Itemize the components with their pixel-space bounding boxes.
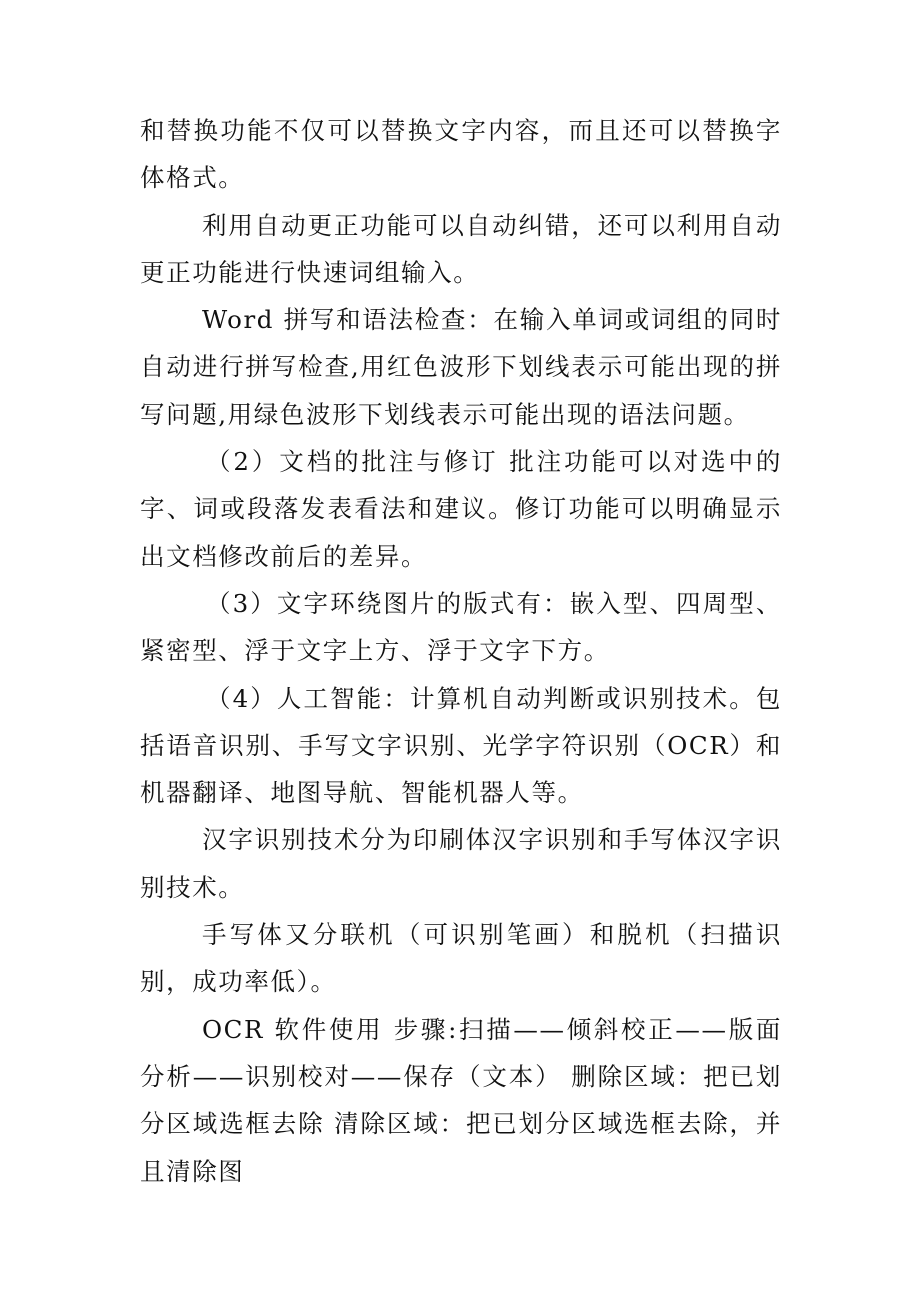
document-body xyxy=(140,107,782,1195)
paragraph-comments-revisions: （2）文档的批注与修订 批注功能可以对选中的字、词或段落发表看法和建议。修订功能可以明确显示出文档修改前后的差异。 xyxy=(140,447,782,571)
paragraph-ocr-software: OCR 软件使用 步骤:扫描——倾斜校正——版面分析——识别校对——保存（文本） 删除区域：把已划分区域选框去除 清除区域：把已划分区域选框去除，并且清除图 xyxy=(140,1014,782,1186)
paragraph-character-recognition: 汉字识别技术分为印刷体汉字识别和手写体汉字识别技术。 xyxy=(140,825,782,902)
paragraph-text-wrapping: （3）文字环绕图片的版式有：嵌入型、四周型、紧密型、浮于文字上方、浮于文字下方。 xyxy=(140,588,782,666)
paragraph-autocorrect: 利用自动更正功能可以自动纠错，还可以利用自动更正功能进行快速词组输入。 xyxy=(140,210,782,287)
paragraph-artificial-intelligence: （4）人工智能：计算机自动判断或识别技术。包括语音识别、手写文字识别、光学字符识别（OCR）和机器翻译、地图导航、智能机器人等。 xyxy=(140,683,782,808)
paragraph-continuation: 和替换功能不仅可以替换文字内容，而且还可以替换字体格式。 xyxy=(140,116,782,193)
paragraph-spell-check: Word 拼写和语法检查：在输入单词或词组的同时自动进行拼写检查,用红色波形下划线表示可能出现的拼写问题,用绿色波形下划线表示可能出现的语法问题。 xyxy=(140,305,782,429)
paragraph-handwriting: 手写体又分联机（可识别笔画）和脱机（扫描识别，成功率低）。 xyxy=(140,920,782,997)
